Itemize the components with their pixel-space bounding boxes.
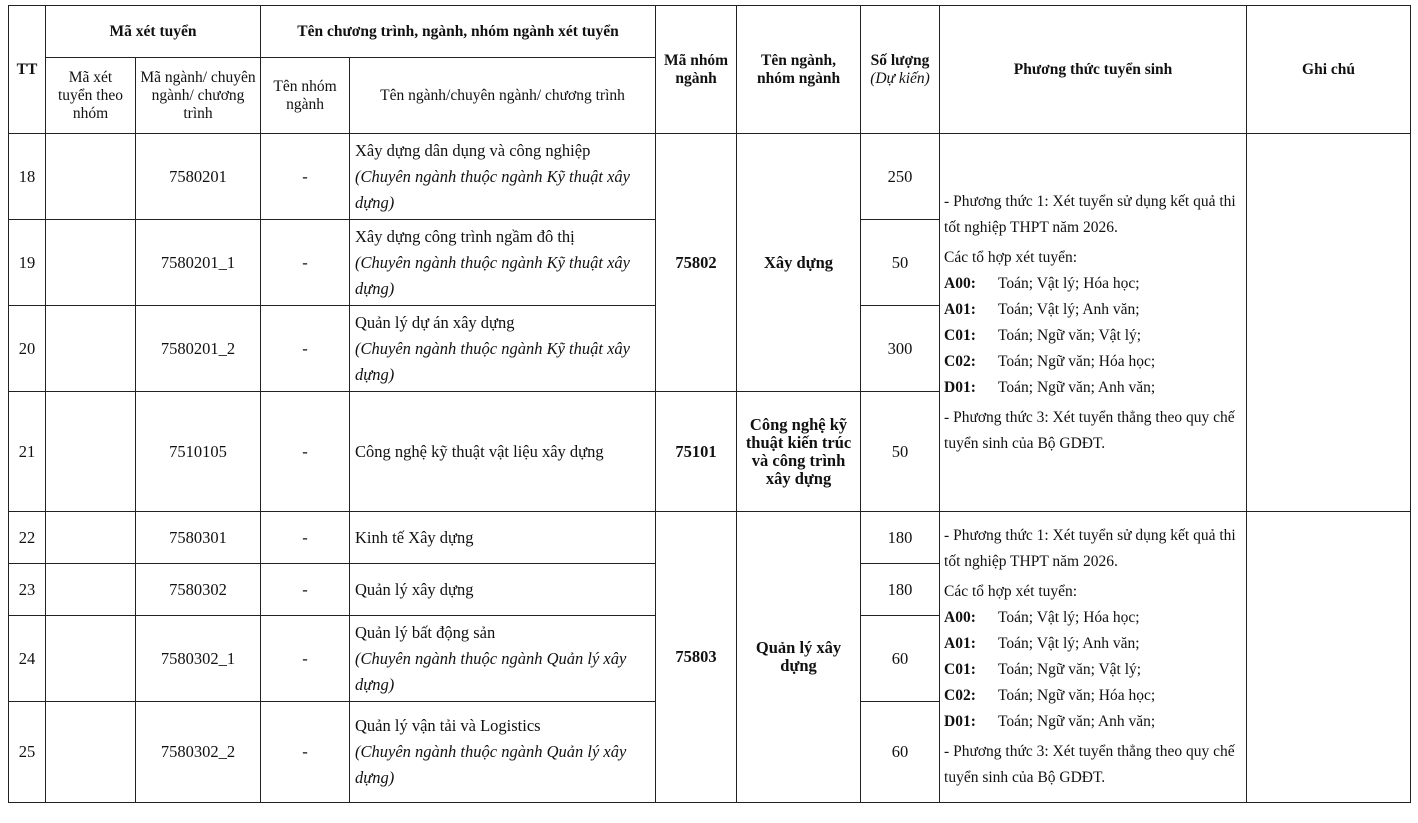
combo-item: [944, 375, 1242, 401]
row-tt: 18: [9, 134, 46, 220]
combo-item: [944, 271, 1242, 297]
header-ma-xet-tuyen: Mã xét tuyển: [46, 6, 261, 58]
row-ma-xet-tuyen-nhom: [46, 702, 136, 803]
ghi-chu-cell: [1247, 512, 1411, 803]
combo-item: [944, 709, 1242, 735]
group-ten-nhom: Công nghệ kỹ thuật kiến trúc và công trình xây dựng: [737, 392, 861, 512]
row-so-luong: 60: [861, 616, 940, 702]
combo-code: C01:: [944, 661, 976, 678]
row-ten-nganh: [350, 134, 656, 220]
row-ten: Quản lý bất động sản: [355, 622, 496, 642]
row-ten: Quản lý xây dựng: [355, 579, 474, 599]
method-pt3: - Phương thức 3: Xét tuyển thẳng theo quy chế tuyển sinh của Bộ GDĐT.: [944, 743, 1235, 786]
row-ten-nganh: [350, 392, 656, 512]
row-ten-nhom: -: [261, 616, 350, 702]
row-tt: 23: [9, 564, 46, 616]
row-ten: Kinh tế Xây dựng: [355, 527, 474, 547]
combo-subjects: Toán; Ngữ văn; Anh văn;: [998, 378, 1156, 396]
row-so-luong: 50: [861, 220, 940, 306]
row-tt: 25: [9, 702, 46, 803]
header-ma-nhom-nganh: Mã nhóm ngành: [656, 6, 737, 134]
combo-item: [944, 349, 1242, 375]
row-ten-nganh: [350, 306, 656, 392]
row-so-luong: 50: [861, 392, 940, 512]
header-ma-nganh: Mã ngành/ chuyên ngành/ chương trình: [136, 58, 261, 134]
header-ten-chuong-trinh: Tên chương trình, ngành, nhóm ngành xét tuyển: [261, 6, 656, 58]
method-block-2: [940, 512, 1247, 803]
combo-subjects: Toán; Vật lý; Anh văn;: [998, 635, 1140, 652]
row-ma-xet-tuyen-nhom: [46, 392, 136, 512]
row-ten: Công nghệ kỹ thuật vật liệu xây dựng: [355, 441, 604, 461]
combo-item: [944, 683, 1242, 709]
header-phuong-thuc: Phương thức tuyển sinh: [940, 6, 1247, 134]
row-note: (Chuyên ngành thuộc ngành Quản lý xây dựng): [355, 742, 627, 787]
row-ma-nganh: 7580201: [136, 134, 261, 220]
row-tt: 19: [9, 220, 46, 306]
header-ten-nhom-nganh: Tên nhóm ngành: [261, 58, 350, 134]
table-row: [9, 512, 1411, 564]
row-ten-nganh: [350, 512, 656, 564]
row-ma-nganh: 7580302_2: [136, 702, 261, 803]
combo-item: [944, 657, 1242, 683]
combo-item: [944, 605, 1242, 631]
row-ma-xet-tuyen-nhom: [46, 306, 136, 392]
row-ten-nhom: -: [261, 512, 350, 564]
row-ten: Xây dựng dân dụng và công nghiệp: [355, 140, 591, 160]
row-ma-nganh: 7580201_1: [136, 220, 261, 306]
combo-item: [944, 297, 1242, 323]
row-ma-xet-tuyen-nhom: [46, 564, 136, 616]
row-ma-xet-tuyen-nhom: [46, 512, 136, 564]
row-note: (Chuyên ngành thuộc ngành Kỹ thuật xây dựng): [355, 252, 630, 298]
row-ma-nganh: 7580302_1: [136, 616, 261, 702]
row-so-luong: 60: [861, 702, 940, 803]
row-ma-nganh: 7580302: [136, 564, 261, 616]
combos-label: Các tổ hợp xét tuyển:: [944, 583, 1078, 600]
group-ma-nhom: 75101: [656, 392, 737, 512]
row-tt: 20: [9, 306, 46, 392]
row-ten-nganh: [350, 702, 656, 803]
combos-label: Các tổ hợp xét tuyển:: [944, 248, 1078, 266]
row-so-luong: 300: [861, 306, 940, 392]
combo-code: C01:: [944, 326, 976, 344]
combo-subjects: Toán; Ngữ văn; Vật lý;: [998, 326, 1142, 344]
header-so-luong-label: Số lượng: [870, 51, 930, 69]
row-note: (Chuyên ngành thuộc ngành Quản lý xây dựng): [355, 648, 627, 694]
combo-code: A00:: [944, 274, 976, 292]
combo-code: A01:: [944, 300, 976, 318]
row-ten: Quản lý vận tải và Logistics: [355, 716, 541, 735]
header-ma-xet-tuyen-theo-nhom: Mã xét tuyển theo nhóm: [46, 58, 136, 134]
header-ghi-chu: Ghi chú: [1247, 6, 1411, 134]
combo-subjects: Toán; Ngữ văn; Anh văn;: [998, 713, 1156, 730]
row-ma-xet-tuyen-nhom: [46, 134, 136, 220]
combo-subjects: Toán; Ngữ văn; Vật lý;: [998, 661, 1142, 678]
row-ma-nganh: 7510105: [136, 392, 261, 512]
row-ma-nganh: 7580201_2: [136, 306, 261, 392]
header-ten-nganh-chuyen-nganh: Tên ngành/chuyên ngành/ chương trình: [350, 58, 656, 134]
row-ten-nganh: [350, 220, 656, 306]
table-row: [9, 134, 1411, 220]
row-ten-nhom: -: [261, 392, 350, 512]
method-pt1: - Phương thức 1: Xét tuyển sử dụng kết quả thi tốt nghiệp THPT năm 2026.: [944, 527, 1236, 570]
method-block-1: [940, 134, 1247, 512]
row-tt: 22: [9, 512, 46, 564]
row-ten-nhom: -: [261, 306, 350, 392]
combo-code: C02:: [944, 352, 976, 370]
row-ma-xet-tuyen-nhom: [46, 616, 136, 702]
row-ma-xet-tuyen-nhom: [46, 220, 136, 306]
group-ten-nhom: Xây dựng: [737, 134, 861, 392]
row-ten-nhom: -: [261, 220, 350, 306]
header-so-luong-note: (Dự kiến): [870, 69, 930, 87]
row-ten-nhom: -: [261, 134, 350, 220]
row-ma-nganh: 7580301: [136, 512, 261, 564]
row-tt: 21: [9, 392, 46, 512]
row-ten-nganh: [350, 616, 656, 702]
combo-subjects: Toán; Vật lý; Hóa học;: [998, 274, 1140, 292]
row-note: (Chuyên ngành thuộc ngành Kỹ thuật xây dựng): [355, 166, 630, 212]
row-ten-nhom: -: [261, 564, 350, 616]
combo-code: C02:: [944, 687, 976, 704]
ghi-chu-cell: [1247, 134, 1411, 512]
row-ten: Quản lý dự án xây dựng: [355, 312, 515, 332]
combo-item: [944, 323, 1242, 349]
group-ten-nhom: Quản lý xây dựng: [737, 512, 861, 803]
header-ten-nganh-nhom-nganh: Tên ngành, nhóm ngành: [737, 6, 861, 134]
header-so-luong: [861, 6, 940, 134]
combo-code: D01:: [944, 713, 976, 730]
row-ten-nhom: -: [261, 702, 350, 803]
row-ten-nganh: [350, 564, 656, 616]
combo-code: A00:: [944, 609, 976, 626]
row-tt: 24: [9, 616, 46, 702]
row-note: (Chuyên ngành thuộc ngành Kỹ thuật xây dựng): [355, 338, 630, 384]
combo-code: A01:: [944, 635, 976, 652]
combo-subjects: Toán; Vật lý; Anh văn;: [998, 300, 1140, 318]
header-tt: TT: [9, 6, 46, 134]
group-ma-nhom: 75802: [656, 134, 737, 392]
group-ma-nhom: 75803: [656, 512, 737, 803]
method-pt1: - Phương thức 1: Xét tuyển sử dụng kết quả thi tốt nghiệp THPT năm 2026.: [944, 192, 1236, 236]
combo-subjects: Toán; Ngữ văn; Hóa học;: [998, 687, 1156, 704]
row-so-luong: 250: [861, 134, 940, 220]
row-so-luong: 180: [861, 564, 940, 616]
combo-item: [944, 631, 1242, 657]
combo-code: D01:: [944, 378, 976, 396]
method-pt3: - Phương thức 3: Xét tuyển thẳng theo quy chế tuyển sinh của Bộ GDĐT.: [944, 408, 1235, 452]
row-so-luong: 180: [861, 512, 940, 564]
row-ten: Xây dựng công trình ngầm đô thị: [355, 226, 575, 246]
combo-subjects: Toán; Ngữ văn; Hóa học;: [998, 352, 1156, 370]
combo-subjects: Toán; Vật lý; Hóa học;: [998, 609, 1140, 626]
admission-table: [8, 5, 1411, 803]
